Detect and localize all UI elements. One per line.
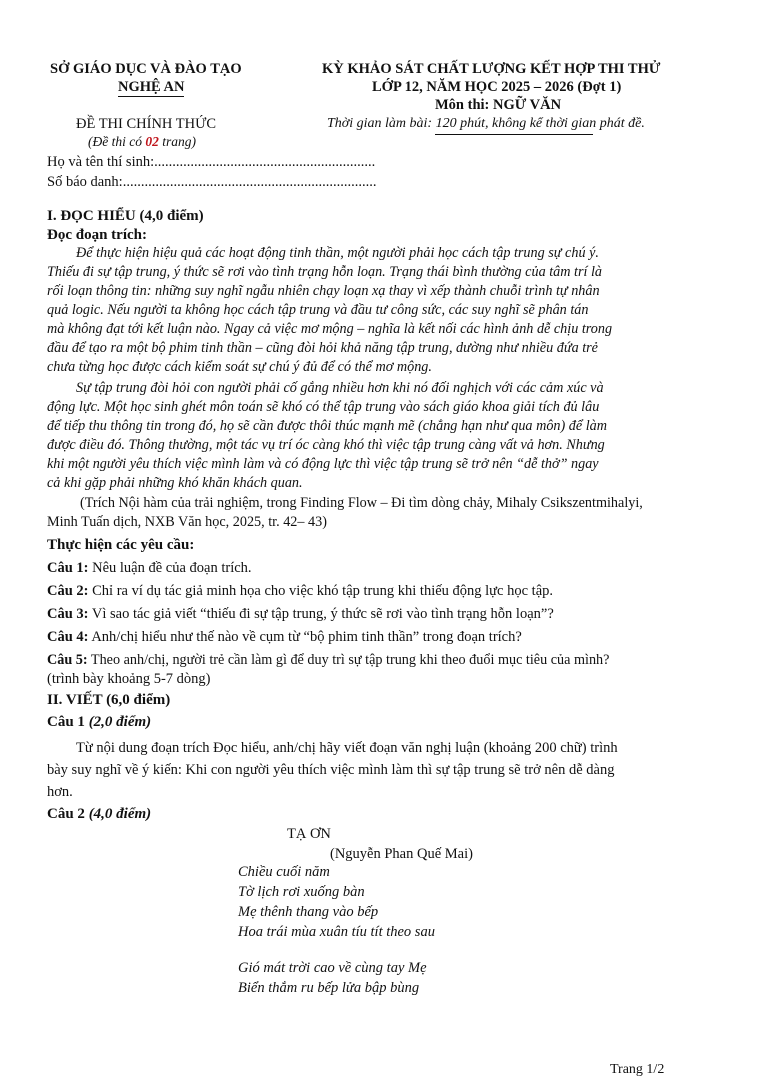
exam-title: KỲ KHẢO SÁT CHẤT LƯỢNG KẾT HỢP THI THỬ [322,61,661,77]
question-points: (2,0 điểm) [88,714,152,730]
department-name: SỞ GIÁO DỤC VÀ ĐÀO TẠO [50,61,242,77]
poem-line: Mẹ thênh thang vào bếp [238,904,379,920]
question-5 [47,652,609,669]
pages-note-prefix: (Đề thi có [88,134,146,149]
poem-line: Tờ lịch rơi xuống bàn [238,884,365,900]
question-text: Anh/chị hiểu như thế nào về cụm từ “bộ phim tinh thần” trong đoạn trích? [88,629,522,645]
poem-line: Gió mát trời cao về cùng tay Mẹ [238,960,427,976]
header-divider [435,134,593,135]
page-number: Trang 1/2 [610,1062,665,1077]
candidate-name-field: Họ và tên thí sinh:............................................................. [47,154,376,170]
poem-line: Biển thắm ru bếp lửa bập bùng [238,980,420,996]
question-1 [47,560,252,577]
passage-line: cả khi gặp phải những khó khăn khách quan. [47,475,303,491]
passage-line: để tiếp thu thông tin trong đó, họ sẽ cần được thôi thúc mạnh mẽ (chẳng hạn như qua môn) để làm [47,418,607,434]
passage-line: động lực. Một học sinh ghét môn toán sẽ khó có thể tập trung vào sách giáo khoa giải tích đủ lâu [47,399,600,415]
question-label: Câu 2: [47,583,89,599]
passage-line: quả logic. Nếu người ta không học cách tập trung và đầu tư công sức, các suy nghĩ sẽ phân tán [47,302,589,318]
pages-count: 02 [145,134,159,149]
tasks-heading: Thực hiện các yêu cầu: [47,537,195,553]
part2-question-2 [47,806,151,823]
excerpt-label: Đọc đoạn trích: [47,227,147,243]
writing-prompt-line: Từ nội dung đoạn trích Đọc hiểu, anh/chị hãy viết đoạn văn nghị luận (khoảng 200 chữ) trình [76,740,618,756]
passage-line: khi một người yêu thích việc mình làm và có động lực thì việc tập trung sẽ trở nên “dễ thở” ngay [47,456,599,472]
writing-prompt-line: hơn. [47,784,73,800]
poem-line: Hoa trái mùa xuân tíu tít theo sau [238,924,435,940]
pages-note-suffix: trang) [158,134,196,149]
part2-question-1 [47,714,151,731]
exam-subject: Môn thi: NGỮ VĂN [435,97,562,113]
part1-heading: I. ĐỌC HIỂU (4,0 điểm) [47,208,204,224]
passage-line: đầu để tạo ra một bộ phim tinh thần – cũng đòi hỏi khả năng tập trung, dường như nhiều đứa trẻ [47,340,598,356]
passage-line: rối loạn thông tin: những suy nghĩ ngẫu nhiên chạy loạn xạ thay vì xếp thành chuỗi trình tự nhân [47,283,600,299]
passage-line: được điều đó. Thông thường, một tác vụ trí óc càng khó thì việc tập trung càng vất vả hơn. Nhưng [47,437,605,453]
question-text: Theo anh/chị, người trẻ cần làm gì để duy trì sự tập trung khi theo đuổi mục tiêu của mình? [87,652,610,668]
part2-heading: II. VIẾT (6,0 điểm) [47,692,171,708]
pages-note [88,134,196,150]
poem-title: TẠ ƠN [287,826,331,842]
question-3 [47,606,554,623]
citation-line: Minh Tuấn dịch, NXB Văn học, 2025, tr. 42– 43) [47,514,327,530]
question-label: Câu 2 [47,806,89,822]
poem-line: Chiều cuối năm [238,864,330,880]
passage-line: mà không đạt tới kết luận nào. Ngay cả việc mơ mộng – nghĩa là kết nối các hình ảnh dễ chịu trong [47,321,613,337]
passage-line: Sự tập trung đòi hỏi con người phải cố gắng nhiều hơn khi nó đối nghịch với các cảm xúc và [76,380,604,396]
time-note: Thời gian làm bài: 120 phút, không kể thời gian phát đề. [327,116,645,131]
citation-line: (Trích Nội hàm của trải nghiệm, trong Finding Flow – Đi tìm dòng chảy, Mihaly Csikszentmihalyi, [80,495,643,511]
department-province: NGHỆ AN [118,79,185,95]
question-2 [47,583,553,600]
question-label: Câu 1: [47,560,89,576]
question-points: (4,0 điểm) [88,806,152,822]
candidate-id-field: Số báo danh:...................................................................... [47,174,377,190]
poem-author: (Nguyễn Phan Quế Mai) [330,846,473,862]
question-label: Câu 4: [47,629,89,645]
question-4 [47,629,522,646]
question-5-note: (trình bày khoảng 5-7 dòng) [47,671,211,687]
question-label: Câu 5: [47,652,88,668]
question-text: Vì sao tác giả viết “thiếu đi sự tập trung, ý thức sẽ rơi vào tình trạng hỗn loạn”? [88,606,554,622]
question-label: Câu 3: [47,606,89,622]
question-label: Câu 1 [47,714,89,730]
official-exam-label: ĐỀ THI CHÍNH THỨC [76,116,217,132]
question-text: Chỉ ra ví dụ tác giả minh họa cho việc khó tập trung khi thiếu động lực học tập. [88,583,554,599]
writing-prompt-line: bày suy nghĩ về ý kiến: Khi con người yêu thích việc mình làm thì sự tập trung sẽ trở nên dễ dàng [47,762,615,778]
exam-grade: LỚP 12, NĂM HỌC 2025 – 2026 (Đợt 1) [372,79,622,95]
passage-line: Để thực hiện hiệu quả các hoạt động tinh thần, một người phải học cách tập trung sự chú ý. [76,245,599,261]
passage-line: Thiếu đi sự tập trung, ý thức sẽ rơi vào tình trạng hỗn loạn. Trạng thái bình thường của tâm trí là [47,264,603,280]
passage-line: chưa từng học được cách kiểm soát sự chú ý đủ để có thể mơ mộng. [47,359,432,375]
question-text: Nêu luận đề của đoạn trích. [88,560,252,576]
